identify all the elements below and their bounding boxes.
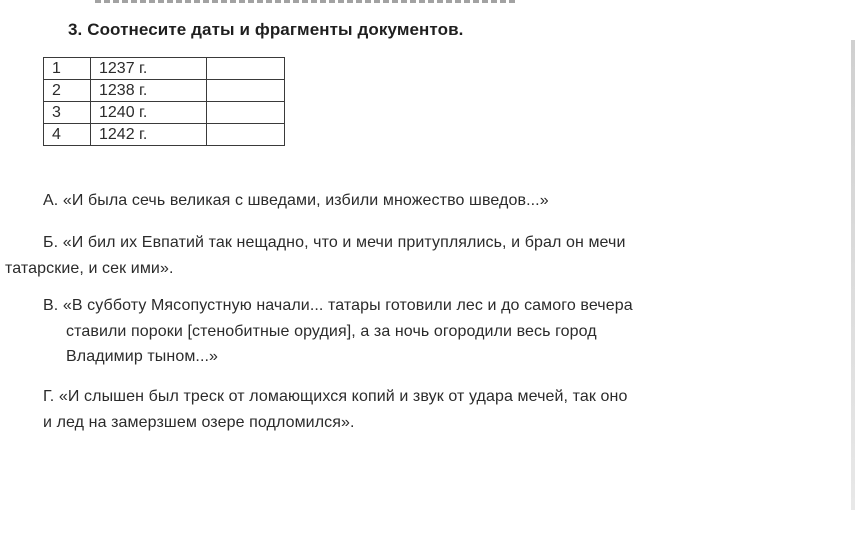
row-date: 1237 г.	[91, 58, 207, 80]
fragment-v-line2: ставили пороки [стенобитные орудия], а за ночь огородили весь город	[66, 322, 597, 340]
answer-cell[interactable]	[207, 58, 285, 80]
table-row	[44, 58, 285, 80]
fragment-v-line3: Владимир тыном...»	[66, 348, 219, 365]
fragment-b-line1: Б. «И бил их Евпатий так нещадно, что и мечи притуплялись, и брал он мечи	[43, 234, 626, 251]
task-title: 3. Соотнесите даты и фрагменты документов.	[68, 20, 464, 39]
answer-cell[interactable]	[207, 124, 285, 146]
table-row	[44, 80, 285, 102]
row-date: 1238 г.	[91, 80, 207, 102]
fragment-v	[43, 293, 813, 370]
fragment-a	[43, 188, 549, 214]
table-row	[44, 124, 285, 146]
fragment-b-line2: татарские, и сек ими».	[5, 259, 174, 277]
fragment-b	[5, 230, 803, 281]
row-number: 4	[44, 124, 91, 146]
row-date: 1242 г.	[91, 124, 207, 146]
row-number: 2	[44, 80, 91, 102]
answer-cell[interactable]	[207, 102, 285, 124]
cropped-text-fragment	[95, 0, 515, 3]
cropped-previous-text	[0, 0, 855, 8]
fragment-g	[43, 384, 813, 435]
dates-table	[43, 57, 285, 146]
page-edge	[851, 40, 855, 510]
row-date: 1240 г.	[91, 102, 207, 124]
fragment-v-line1: В. «В субботу Мясопустную начали... татары готовили лес и до самого вечера	[43, 297, 633, 314]
fragment-g-line1: Г. «И слышен был треск от ломающихся копий и звук от удара мечей, так оно	[43, 388, 628, 405]
fragment-a-line1: А. «И была сечь великая с шведами, избили множество шведов...»	[43, 192, 549, 209]
table-row	[44, 102, 285, 124]
fragment-g-line2: и лед на замерзшем озере подломился».	[43, 413, 355, 431]
answer-cell[interactable]	[207, 80, 285, 102]
row-number: 3	[44, 102, 91, 124]
row-number: 1	[44, 58, 91, 80]
